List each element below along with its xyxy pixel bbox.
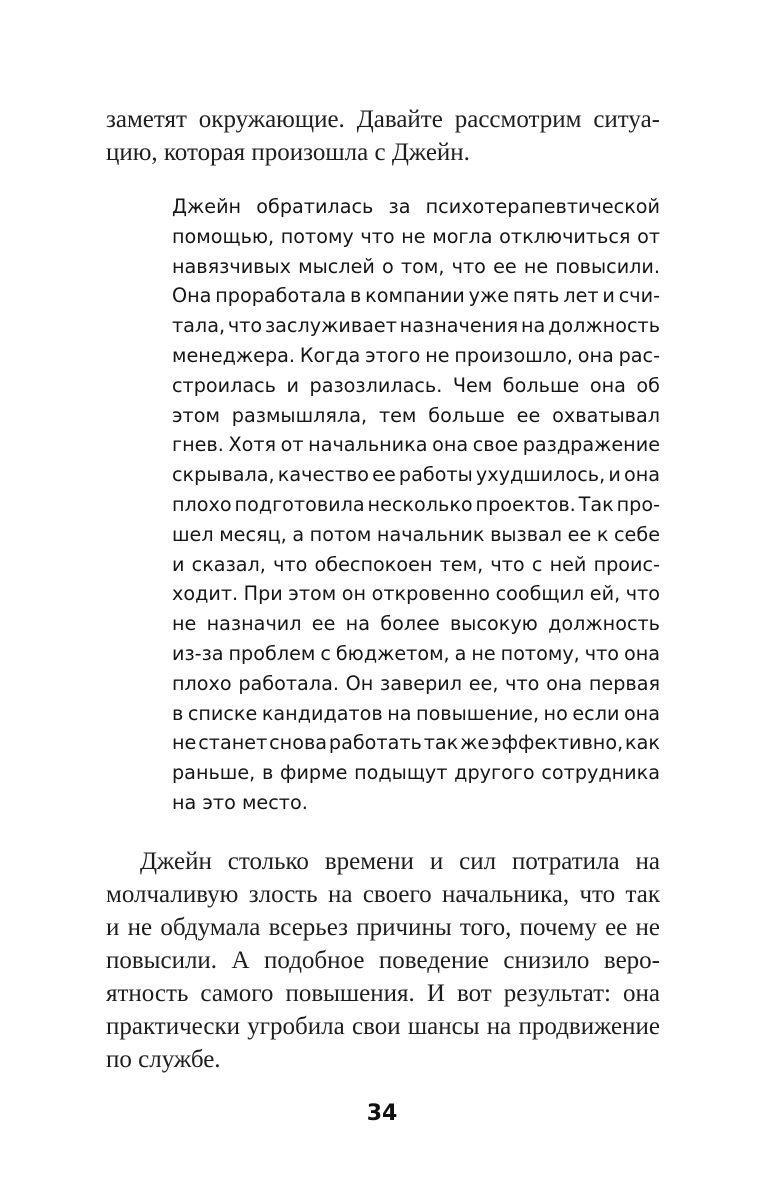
intro-line: цию, которая произошла с Джейн.: [106, 139, 470, 166]
quote-line: плохо подготовила несколько проектов. Так про-: [172, 492, 660, 516]
quote-line: в списке кандидатов на повышение, но если она: [172, 701, 660, 725]
quote-line: ходит. При этом он откровенно сообщил ей, что: [172, 582, 660, 606]
quote-line: тала, что заслуживает назначения на должность: [172, 314, 660, 338]
conclusion-line: и не обдумала всерьез причины того, почему ее не: [106, 914, 660, 941]
conclusion-line: повысили. А подобное поведение снизило веро-: [106, 947, 660, 974]
quote-line: не назначил ее на более высокую должность: [172, 612, 660, 636]
quote-line: строилась и разозлилась. Чем больше она об: [172, 373, 660, 397]
conclusion-line: по службе.: [106, 1046, 221, 1073]
intro-paragraph: [106, 103, 660, 169]
conclusion-line: ятность самого повышения. И вот результат: она: [106, 980, 660, 1007]
quote-line: гнев. Хотя от начальника она свое раздражение: [172, 433, 660, 457]
intro-line: заметят окружающие. Давайте рассмотрим ситуа-: [106, 106, 660, 133]
quote-line: навязчивых мыслей о том, что ее не повысили.: [172, 254, 660, 278]
quote-line: Джейн обратилась за психотерапевтической: [172, 195, 660, 218]
quote-line: на это место.: [172, 790, 308, 814]
quote-line: этом размышляла, тем больше ее охватывал: [172, 403, 660, 427]
quote-line: менеджера. Когда этого не произошло, она рас-: [172, 343, 660, 367]
quote-line: помощью, потому что не могла отключиться от: [172, 224, 660, 248]
quote-line: плохо работала. Он заверил ее, что она первая: [172, 671, 660, 695]
quote-line: не станет снова работать так же эффективно, как: [172, 731, 660, 755]
quote-line: шел месяц, а потом начальник вызвал ее к себе: [172, 522, 660, 546]
quote-line: раньше, в фирме подыщут другого сотрудника: [172, 761, 660, 785]
quote-line: и сказал, что обеспокоен тем, что с ней проис-: [172, 552, 660, 576]
quote-line: Она проработала в компании уже пять лет и счи-: [172, 284, 660, 308]
conclusion-line: практически угробила свои шансы на продвижение: [106, 1013, 660, 1040]
conclusion-paragraph: [106, 845, 660, 1076]
page-number: 34: [366, 1101, 398, 1126]
conclusion-line: молчаливую злость на своего начальника, что так: [106, 881, 660, 908]
quote-line: скрывала, качество ее работы ухудшилось, и она: [172, 463, 660, 487]
case-study-quote: [172, 192, 660, 818]
conclusion-line: Джейн столько времени и сил потратила на: [140, 848, 660, 875]
quote-line: из-за проблем с бюджетом, а не потому, что она: [172, 641, 660, 665]
